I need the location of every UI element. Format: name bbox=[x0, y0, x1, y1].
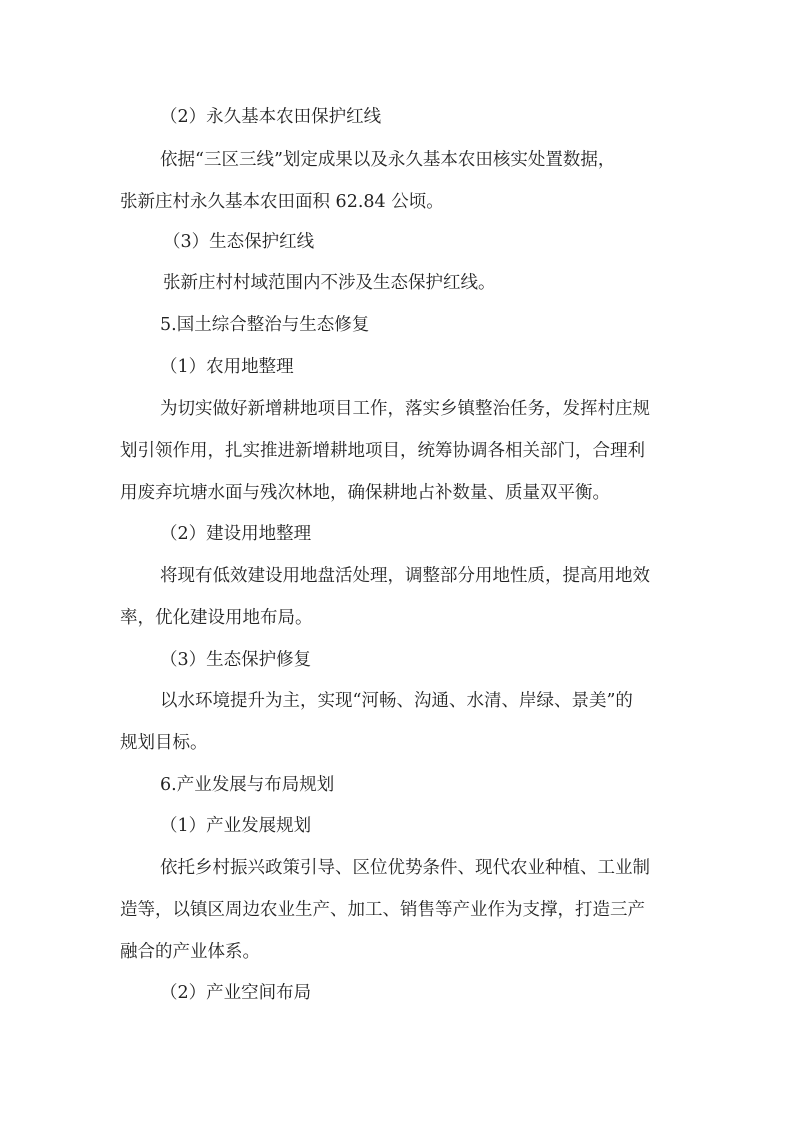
paragraph-line: 以水环境提升为主，实现“河畅、沟通、水清、岸绿、景美”的 bbox=[160, 691, 633, 711]
heading-industry-plan: （1）产业发展规划 bbox=[160, 816, 312, 836]
heading-spatial-layout: （2）产业空间布局 bbox=[160, 983, 312, 1003]
paragraph-line: 划引领作用，扎实推进新增耕地项目，统筹协调各相关部门，合理利 bbox=[120, 441, 645, 461]
paragraph-line: 依据“三区三线”划定成果以及永久基本农田核实处置数据， bbox=[160, 150, 616, 170]
paragraph-line: 规划目标。 bbox=[120, 733, 208, 753]
paragraph-line: 依托乡村振兴政策引导、区位优势条件、现代农业种植、工业制 bbox=[160, 858, 650, 878]
heading-construction-land: （2）建设用地整理 bbox=[160, 524, 312, 544]
section-title-6: 6.产业发展与布局规划 bbox=[160, 775, 335, 795]
paragraph-line: 率，优化建设用地布局。 bbox=[120, 608, 313, 628]
paragraph-line: 为切实做好新增耕地项目工作，落实乡镇整治任务，发挥村庄规 bbox=[160, 399, 650, 419]
paragraph-line: 融合的产业体系。 bbox=[120, 942, 260, 962]
paragraph-line: 用废弃坑塘水面与残次林地，确保耕地占补数量、质量双平衡。 bbox=[120, 483, 610, 503]
heading-farmland-consolidation: （1）农用地整理 bbox=[160, 357, 294, 377]
heading-farmland-redline: （2）永久基本农田保护红线 bbox=[160, 107, 382, 127]
heading-eco-restoration: （3）生态保护修复 bbox=[160, 650, 312, 670]
section-title-5: 5.国土综合整治与生态修复 bbox=[160, 315, 370, 335]
heading-ecology-redline: （3）生态保护红线 bbox=[163, 232, 315, 252]
paragraph-line: 将现有低效建设用地盘活处理，调整部分用地性质，提高用地效 bbox=[160, 566, 650, 586]
paragraph-line: 张新庄村村域范围内不涉及生态保护红线。 bbox=[163, 273, 496, 293]
paragraph-line: 张新庄村永久基本农田面积 62.84 公顷。 bbox=[120, 192, 444, 212]
paragraph-line: 造等，以镇区周边农业生产、加工、销售等产业作为支撑，打造三产 bbox=[120, 900, 645, 920]
